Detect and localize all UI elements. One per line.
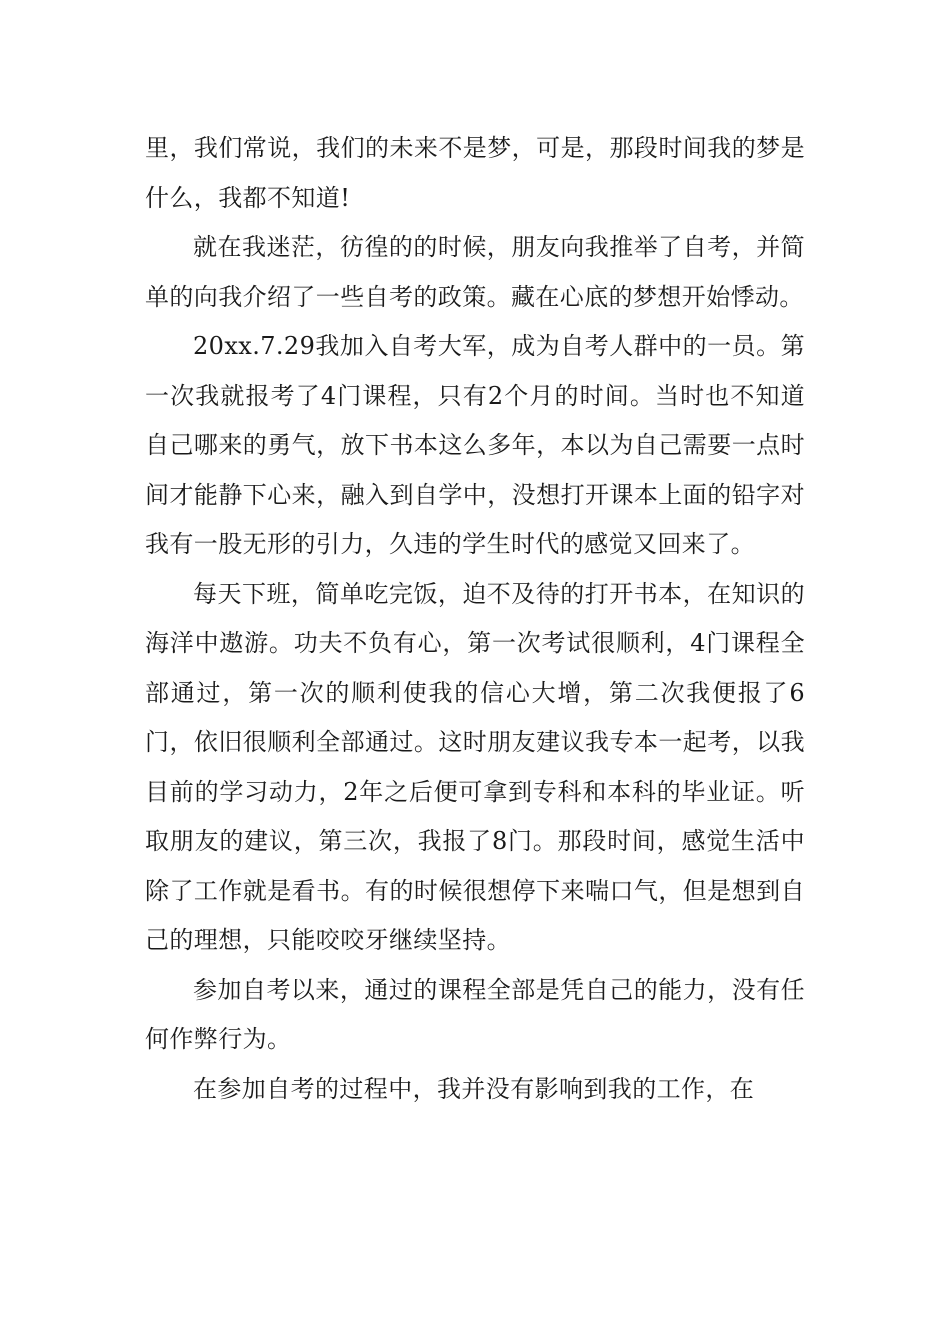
- paragraph-honesty: 参加自考以来，通过的课程全部是凭自己的能力，没有任何作弊行为。: [145, 975, 805, 1053]
- paragraph-recommendation: 就在我迷茫，彷徨的的时候，朋友向我推举了自考，并简单的向我介绍了一些自考的政策。藏在心底的梦想开始悸动。: [145, 233, 805, 311]
- document-body: [145, 124, 805, 1114]
- paragraph-continuation: 里，我们常说，我们的未来不是梦，可是，那段时间我的梦是什么，我都不知道!: [145, 134, 805, 212]
- paragraph-joining: 20xx.7.29我加入自考大军，成为自考人群中的一员。第一次我就报考了4门课程，只有2个月的时间。当时也不知道自己哪来的勇气，放下书本这么多年，本以为自己需要一点时间才能静下心来，融入到自学中，没想打开课本上面的铅字对我有一股无形的引力，久违的学生时代的感觉又回来了。: [145, 332, 805, 558]
- paragraph-work-balance: 在参加自考的过程中，我并没有影响到我的工作，在: [193, 1074, 755, 1103]
- paragraph-daily-study: 每天下班，简单吃完饭，迫不及待的打开书本，在知识的海洋中遨游。功夫不负有心，第一次考试很顺利，4门课程全部通过，第一次的顺利使我的信心大增，第二次我便报了6门，依旧很顺利全部通过。这时朋友建议我专本一起考，以我目前的学习动力，2年之后便可拿到专科和本科的毕业证。听取朋友的建议，第三次，我报了8门。那段时间，感觉生活中除了工作就是看书。有的时候很想停下来喘口气，但是想到自己的理想，只能咬咬牙继续坚持。: [145, 579, 805, 954]
